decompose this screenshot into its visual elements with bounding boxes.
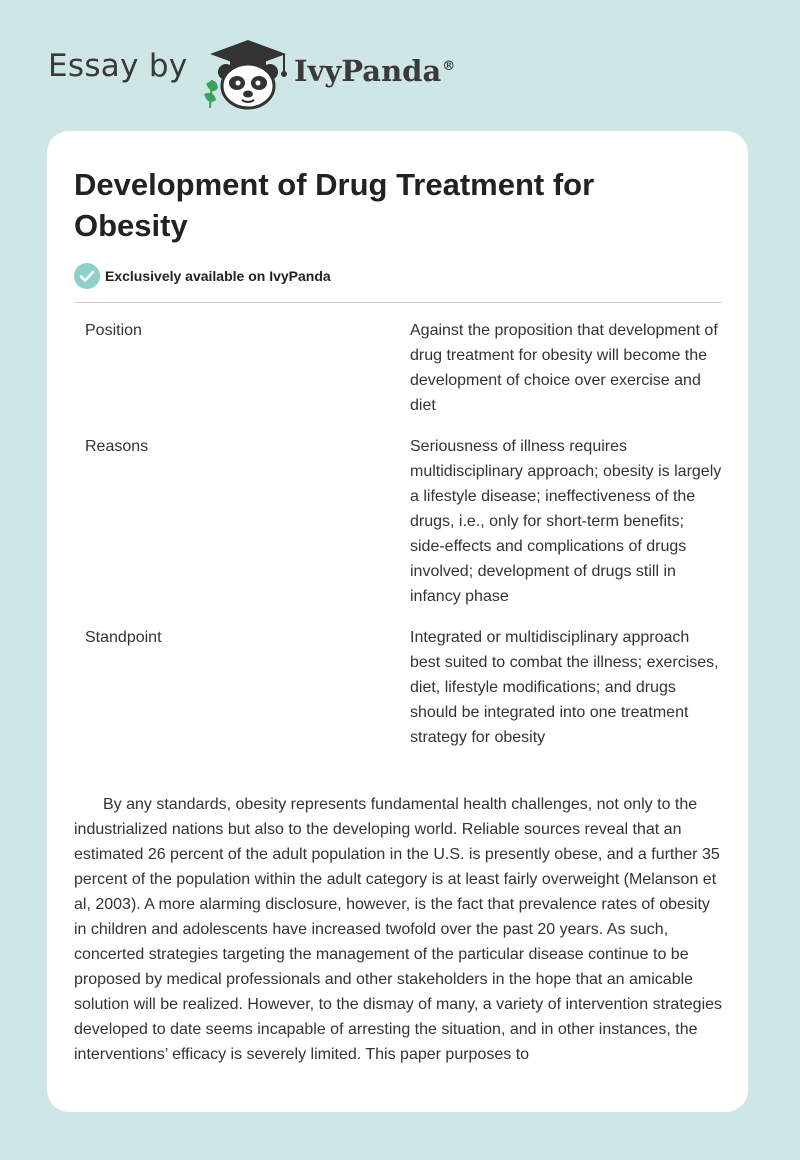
summary-value: Seriousness of illness requires multidisciplinary approach; obesity is largely a lifestyle disease; ineffectiveness of the drugs, i.e., only for short-term benefits; side-effects and complications of drugs involved; development of drugs still in infancy phase <box>410 438 722 605</box>
essay-by-label: Essay by <box>48 48 188 84</box>
divider <box>74 302 722 303</box>
essay-paragraph: By any standards, obesity represents fundamental health challenges, not only to the industrialized nations but also to the developing world. Reliable sources reveal that an estimated 26 percent of the adult population in the U.S. is presently obese, and a further 35 percent of the population within the adult category is at least fairly overweight (Melanson et al, 2003). A more alarming disclosure, however, is the fact that prevalence rates of obesity in children and adolescents have increased twofold over the past 20 years. As such, concerted strategies targeting the management of the particular disease continue to be proposed by medical professionals and other stakeholders in the hope that an amicable solution will be realized. However, to the dismay of many, a variety of intervention strategies developed to date seems incapable of arresting the situation, and in other instances, the interventions’ efficacy is severely limited. This paper purposes to <box>74 796 723 1063</box>
summary-label: Position <box>85 322 142 339</box>
summary-label: Standpoint <box>85 629 162 646</box>
exclusive-badge <box>74 263 331 289</box>
summary-value: Integrated or multidisciplinary approach best suited to combat the illness; exercises, diet, lifestyle modifications; and drugs should be integrated into one treatment strategy for obesity <box>410 629 719 746</box>
summary-row <box>74 434 722 609</box>
badge-text: Exclusively available on IvyPanda <box>105 268 331 284</box>
summary-label: Reasons <box>85 438 149 455</box>
check-circle-icon <box>74 263 100 289</box>
page-title: Development of Drug Treatment for Obesity <box>74 167 595 243</box>
brand-name[interactable]: IvyPanda® <box>294 54 456 88</box>
essay-card <box>47 131 748 1112</box>
summary-table <box>74 318 722 766</box>
summary-value: Against the proposition that development of drug treatment for obesity will become the development of choice over exercise and diet <box>410 322 718 414</box>
brand-header <box>0 0 800 130</box>
panda-graduate-icon[interactable] <box>200 36 296 110</box>
registered-mark: ® <box>442 59 456 75</box>
summary-row <box>74 625 722 750</box>
summary-row <box>74 318 722 418</box>
